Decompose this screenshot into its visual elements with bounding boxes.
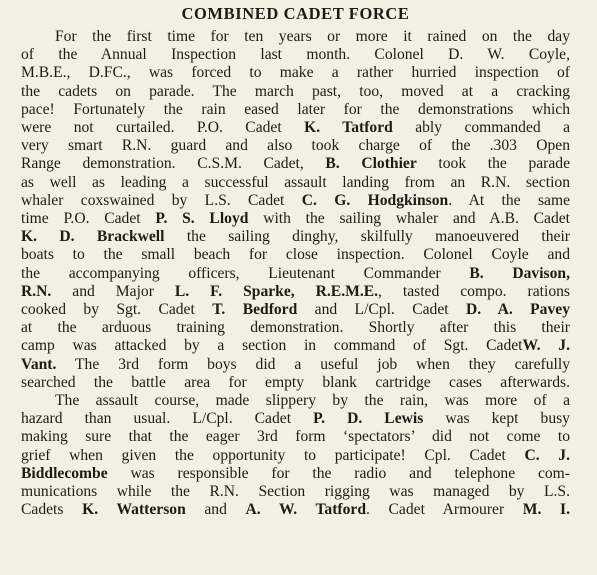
text-run: was kept busy (423, 410, 570, 428)
bold-name: L. F. Sparke, R.E.M.E. (174, 282, 379, 300)
body-text (21, 28, 570, 519)
text-line (21, 265, 570, 283)
text-line (21, 301, 570, 319)
bold-name: P. D. Lewis (313, 410, 424, 428)
text-run: munications while the R.N. Section rigging was managed by L.S. (21, 483, 570, 501)
text-run: at the arduous training demonstration. Shortly after this their (21, 319, 570, 337)
bold-name: P. S. Lloyd (155, 210, 249, 228)
text-line (21, 356, 570, 374)
text-run: Range demonstration. C.S.M. Cadet, (21, 155, 326, 173)
text-run: time P.O. Cadet (21, 210, 156, 228)
text-run: pace! Fortunately the rain eased later for the demonstrations which (21, 100, 570, 118)
text-run: camp was attacked by a section in command of Sgt. Cadet (21, 337, 523, 355)
bold-name: Vant. (21, 355, 57, 373)
text-run: For the first time for ten years or more it rained on the day (55, 28, 570, 45)
bold-name: D. A. Pavey (465, 301, 570, 319)
text-run: . At the same (448, 191, 570, 209)
text-run: the accompanying officers, Lieutenant Commander (21, 264, 470, 282)
bold-name: K. Watterson (82, 501, 186, 519)
text-run: very smart R.N. guard and also took charge of the .303 Open (21, 137, 570, 155)
text-line (21, 410, 570, 428)
text-run: whaler coxswained by L.S. Cadet (21, 191, 302, 209)
bold-name: R.N. (21, 282, 52, 300)
text-run: grief when given the opportunity to participate! Cpl. Cadet (21, 446, 525, 464)
text-run: and (185, 501, 246, 519)
bold-name: C. G. Hodgkinson (301, 191, 449, 209)
bold-name: B. Davison, (469, 264, 570, 282)
text-run: The 3rd form boys did a useful job when they carefully (56, 355, 570, 373)
text-line (21, 210, 570, 228)
text-line (21, 483, 570, 501)
text-line (21, 246, 570, 264)
section-heading: COMBINED CADET FORCE (181, 4, 410, 23)
text-run: of the Annual Inspection last month. Colonel D. W. Coyle, (21, 46, 570, 64)
text-run: ably commanded a (392, 119, 570, 137)
text-line (21, 83, 570, 101)
bold-name: A. W. Tatford (245, 501, 366, 519)
text-line (21, 192, 570, 210)
text-run: making sure that the eager 3rd form ‘spectators’ did not come to (21, 428, 570, 446)
text-run: boats to the small beach for close inspection. Colonel Coyle and (21, 246, 570, 264)
text-line (21, 465, 570, 483)
text-run: and L/Cpl. Cadet (297, 301, 466, 319)
text-run: Cadets (21, 501, 83, 519)
text-line (21, 64, 570, 82)
text-line (21, 319, 570, 337)
text-run: was responsible for the radio and telephone com- (107, 464, 570, 482)
text-line (21, 28, 570, 46)
bold-name: M. I. (522, 501, 570, 519)
text-line (21, 447, 570, 465)
text-run: were not curtailed. P.O. Cadet (21, 119, 305, 137)
text-line (21, 46, 570, 64)
bold-name: K. D. Brackwell (21, 228, 165, 246)
text-run: with the sailing whaler and A.B. Cadet (248, 210, 570, 228)
text-run: , tasted compo. rations (378, 282, 570, 300)
text-line (21, 228, 570, 246)
text-line (21, 283, 570, 301)
text-run: M.B.E., D.FC., was forced to make a rather hurried inspection of (21, 64, 570, 82)
bold-name: C. J. (524, 446, 570, 464)
bold-name: T. Bedford (212, 301, 298, 319)
text-line (21, 174, 570, 192)
text-run: searched the battle area for empty blank cartridge cases afterwards. (21, 373, 570, 391)
paragraph (21, 28, 570, 392)
text-line (21, 101, 570, 119)
text-run: hazard than usual. L/Cpl. Cadet (21, 410, 314, 428)
text-line (21, 428, 570, 446)
bold-name: W. J. (522, 337, 570, 355)
text-run: . Cadet Armourer (366, 501, 523, 519)
text-run: The assault course, made slippery by the rain, was more of a (55, 392, 570, 410)
bold-name: B. Clothier (325, 155, 417, 173)
text-run: cooked by Sgt. Cadet (21, 301, 213, 319)
text-line (21, 337, 570, 355)
text-run: and Major (51, 282, 175, 300)
text-run: the sailing dinghy, skilfully manoeuvered their (164, 228, 570, 246)
text-run: as well as leading a successful assault landing from an R.N. section (21, 173, 570, 191)
text-line (21, 374, 570, 392)
text-run: the cadets on parade. The march past, too, moved at a cracking (21, 82, 570, 100)
text-line (21, 119, 570, 137)
text-line (21, 155, 570, 173)
text-line (21, 501, 570, 519)
text-line (21, 392, 570, 410)
bold-name: K. Tatford (304, 119, 393, 137)
bold-name: Biddlecombe (21, 464, 108, 482)
paragraph (21, 392, 570, 519)
text-line (21, 137, 570, 155)
text-run: took the parade (416, 155, 570, 173)
